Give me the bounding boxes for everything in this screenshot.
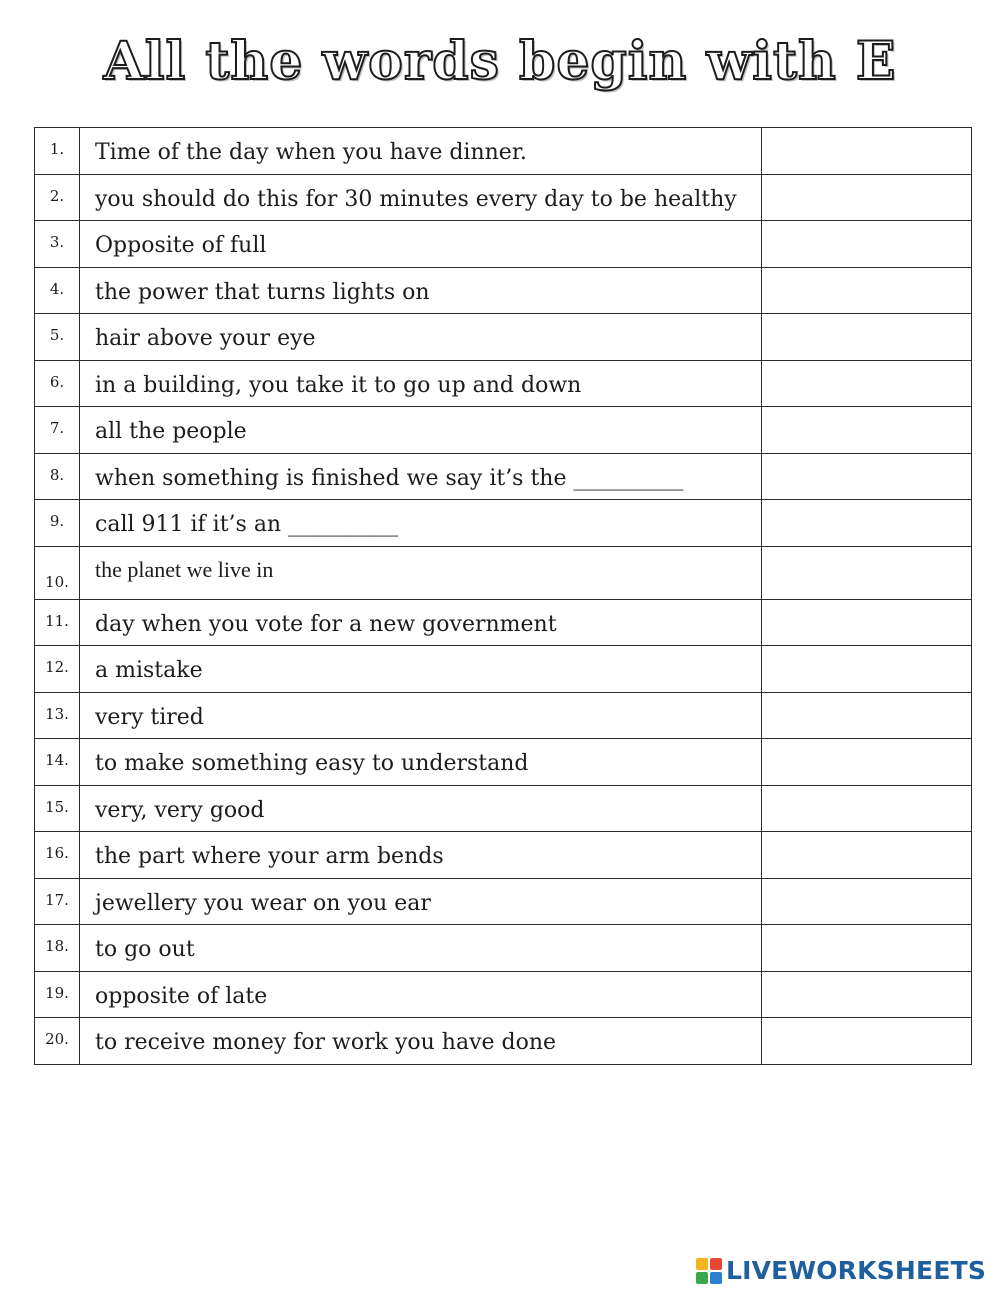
row-number: 1. (35, 128, 80, 175)
clue-text: call 911 if it’s an __________ (80, 500, 762, 547)
answer-cell[interactable] (762, 174, 972, 221)
clue-text: to receive money for work you have done (80, 1018, 762, 1065)
table-row (35, 314, 972, 361)
clue-text: in a building, you take it to go up and down (80, 360, 762, 407)
row-number: 19. (35, 971, 80, 1018)
answer-cell[interactable] (762, 832, 972, 879)
row-number: 4. (35, 267, 80, 314)
answer-cell[interactable] (762, 314, 972, 361)
row-number: 8. (35, 453, 80, 500)
clue-text: hair above your eye (80, 314, 762, 361)
clue-text: a mistake (80, 646, 762, 693)
table-row (35, 832, 972, 879)
clue-text: the power that turns lights on (80, 267, 762, 314)
clue-text: the planet we live in (80, 546, 762, 599)
row-number: 18. (35, 925, 80, 972)
clue-text: day when you vote for a new government (80, 599, 762, 646)
row-number: 14. (35, 739, 80, 786)
clue-text: jewellery you wear on you ear (80, 878, 762, 925)
answer-cell[interactable] (762, 971, 972, 1018)
row-number: 15. (35, 785, 80, 832)
row-number: 11. (35, 599, 80, 646)
row-number: 9. (35, 500, 80, 547)
table-row (35, 739, 972, 786)
clue-text: Time of the day when you have dinner. (80, 128, 762, 175)
table-row (35, 453, 972, 500)
liveworksheets-logo-icon (696, 1258, 722, 1284)
row-number: 16. (35, 832, 80, 879)
page-title: All the words begin with E (103, 31, 897, 92)
row-number: 6. (35, 360, 80, 407)
answer-cell[interactable] (762, 546, 972, 599)
table-row (35, 971, 972, 1018)
table-row (35, 646, 972, 693)
row-number: 5. (35, 314, 80, 361)
table-row (35, 599, 972, 646)
logo-text: LIVEWORKSHEETS (726, 1256, 987, 1285)
table-row (35, 267, 972, 314)
table-row (35, 878, 972, 925)
answer-cell[interactable] (762, 739, 972, 786)
answer-cell[interactable] (762, 692, 972, 739)
clue-text: to go out (80, 925, 762, 972)
table-row (35, 174, 972, 221)
table-row (35, 546, 972, 599)
answer-cell[interactable] (762, 1018, 972, 1065)
row-number: 20. (35, 1018, 80, 1065)
clue-text: very tired (80, 692, 762, 739)
clue-text: when something is finished we say it’s the __________ (80, 453, 762, 500)
liveworksheets-logo[interactable] (696, 1256, 986, 1285)
clue-text: Opposite of full (80, 221, 762, 268)
worksheet-table (34, 127, 972, 1065)
clue-text: opposite of late (80, 971, 762, 1018)
table-row (35, 500, 972, 547)
clue-text: you should do this for 30 minutes every day to be healthy (80, 174, 762, 221)
table-row (35, 1018, 972, 1065)
table-row (35, 360, 972, 407)
answer-cell[interactable] (762, 785, 972, 832)
table-row (35, 785, 972, 832)
clue-text: the part where your arm bends (80, 832, 762, 879)
answer-cell[interactable] (762, 453, 972, 500)
row-number: 12. (35, 646, 80, 693)
answer-cell[interactable] (762, 407, 972, 454)
row-number: 17. (35, 878, 80, 925)
table-row (35, 925, 972, 972)
table-row (35, 407, 972, 454)
row-number: 2. (35, 174, 80, 221)
clue-text: very, very good (80, 785, 762, 832)
table-row (35, 221, 972, 268)
answer-cell[interactable] (762, 267, 972, 314)
clue-text: all the people (80, 407, 762, 454)
answer-cell[interactable] (762, 360, 972, 407)
answer-cell[interactable] (762, 878, 972, 925)
answer-cell[interactable] (762, 500, 972, 547)
row-number: 13. (35, 692, 80, 739)
table-row (35, 128, 972, 175)
row-number: 7. (35, 407, 80, 454)
table-row (35, 692, 972, 739)
answer-cell[interactable] (762, 221, 972, 268)
answer-cell[interactable] (762, 925, 972, 972)
answer-cell[interactable] (762, 599, 972, 646)
row-number: 3. (35, 221, 80, 268)
answer-cell[interactable] (762, 646, 972, 693)
row-number: 10. (35, 546, 80, 599)
answer-cell[interactable] (762, 128, 972, 175)
clue-text: to make something easy to understand (80, 739, 762, 786)
